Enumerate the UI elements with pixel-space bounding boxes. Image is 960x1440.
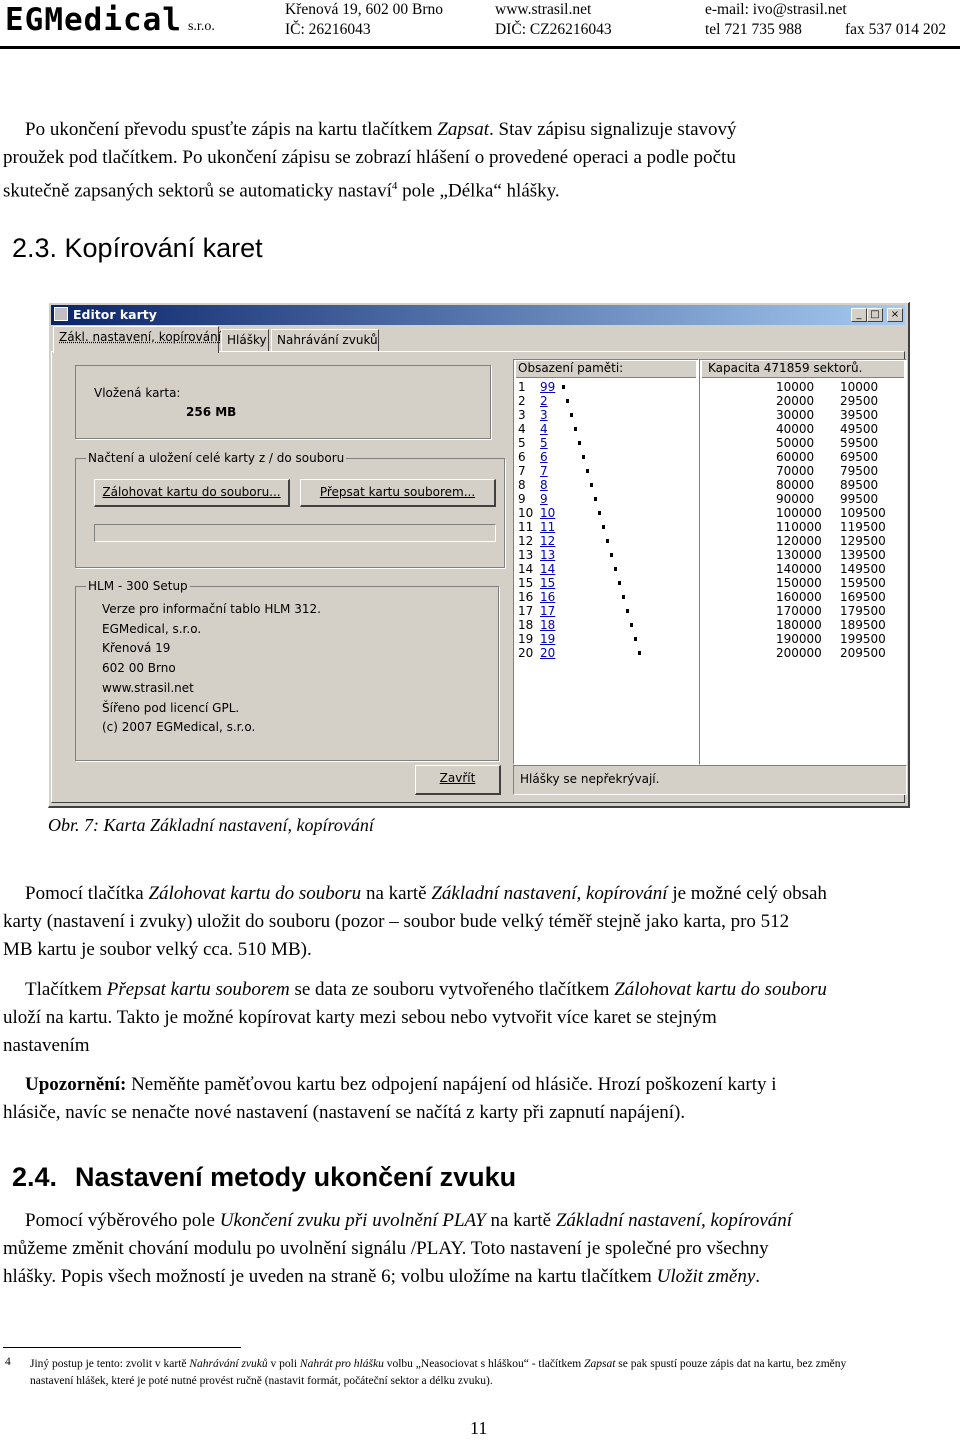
memory-message-link[interactable]: 20: [540, 646, 556, 660]
memory-message-link[interactable]: 8: [540, 478, 548, 492]
capacity-end-value: 109500: [840, 506, 886, 520]
memory-row-number: 6: [518, 450, 526, 464]
minimize-button[interactable]: _: [851, 308, 867, 322]
figure-caption: Obr. 7: Karta Základní nastavení, kopírování: [48, 815, 374, 835]
app-icon: [54, 307, 68, 321]
close-window-button[interactable]: ×: [887, 308, 903, 322]
capacity-end-value: 39500: [840, 408, 879, 422]
memory-message-link[interactable]: 7: [540, 464, 548, 478]
memory-row-number: 19: [518, 632, 534, 646]
memory-row-number: 12: [518, 534, 534, 548]
capacity-start-value: 140000: [776, 562, 822, 576]
capacity-end-value: 139500: [840, 548, 886, 562]
header-dic: DIČ: CZ26216043: [495, 21, 612, 38]
editor-window: [48, 302, 910, 808]
memory-message-link[interactable]: 15: [540, 576, 556, 590]
capacity-header: Kapacita 471859 sektorů.: [702, 361, 904, 378]
capacity-start-value: 150000: [776, 576, 822, 590]
capacity-start-value: 130000: [776, 548, 822, 562]
memory-header: Obsazení paměti:: [516, 361, 696, 378]
memory-row-number: 7: [518, 464, 526, 478]
memory-row-number: 15: [518, 576, 534, 590]
header-web: www.strasil.net: [495, 1, 592, 18]
memory-message-link[interactable]: 12: [540, 534, 556, 548]
memory-message-link[interactable]: 13: [540, 548, 556, 562]
memory-usage-mark: [598, 511, 601, 515]
memory-row-number: 2: [518, 394, 526, 408]
loaded-card-label: Vložená karta:: [94, 386, 181, 400]
capacity-end-value: 79500: [840, 464, 879, 478]
capacity-end-value: 169500: [840, 590, 886, 604]
capacity-end-value: 89500: [840, 478, 879, 492]
memory-message-link[interactable]: 9: [540, 492, 548, 506]
memory-message-link[interactable]: 14: [540, 562, 556, 576]
capacity-end-value: 189500: [840, 618, 886, 632]
header-address: Křenová 19, 602 00 Brno: [285, 1, 443, 18]
capacity-end-column: [840, 380, 886, 660]
paragraph-overwrite: Tlačítkem Přepsat kartu souborem se data ze souboru vytvořeného tlačítkem Zálohovat kartu do souboru uloží na kartu. Takto je možné kopírovat karty mezi sebou nebo vytvořit více karet se stejným nastavením: [3, 979, 827, 1056]
page-number: 11: [470, 1418, 488, 1438]
capacity-start-value: 200000: [776, 646, 822, 660]
memory-message-link[interactable]: 3: [540, 408, 548, 422]
memory-row-number: 5: [518, 436, 526, 450]
capacity-start-value: 170000: [776, 604, 822, 618]
memory-usage-mark: [634, 637, 637, 641]
capacity-end-value: 49500: [840, 422, 879, 436]
capacity-start-value: 50000: [776, 436, 815, 450]
capacity-start-value: 110000: [776, 520, 822, 534]
tab-basic-settings[interactable]: Zákl. nastavení, kopírování: [53, 326, 219, 353]
memory-message-link[interactable]: 5: [540, 436, 548, 450]
memory-usage-mark: [610, 553, 613, 557]
memory-row-number: 13: [518, 548, 534, 562]
capacity-end-value: 159500: [840, 576, 886, 590]
memory-usage-marks: [514, 360, 694, 660]
tab-sound-recording[interactable]: Nahrávání zvuků: [271, 329, 379, 351]
capacity-end-value: 10000: [840, 380, 879, 394]
header-rule: [0, 46, 960, 49]
capacity-start-value: 160000: [776, 590, 822, 604]
memory-message-link[interactable]: 10: [540, 506, 556, 520]
intro-paragraph: Po ukončení převodu spusťte zápis na kartu tlačítkem Zapsat. Stav zápisu signalizuje stavový: [25, 119, 737, 140]
capacity-end-value: 199500: [840, 632, 886, 646]
paragraph-warning: Upozornění: Neměňte paměťovou kartu bez odpojení napájení od hlásiče. Hrozí poškození karty i hlásiče, navíc se nenačte nové nastavení (nastavení se načítá z karty při zapnutí napájení).: [3, 1074, 777, 1123]
window-title: Editor karty: [73, 307, 157, 322]
header-ic: IČ: 26216043: [285, 21, 371, 38]
memory-usage-mark: [586, 469, 589, 473]
memory-usage-mark: [630, 623, 633, 627]
memory-usage-mark: [606, 539, 609, 543]
footnote-rule: [3, 1347, 241, 1348]
setup-line: Šířeno pod licencí GPL.: [102, 700, 240, 715]
memory-row-number: 20: [518, 646, 534, 660]
memory-usage-mark: [626, 609, 629, 613]
capacity-start-value: 10000: [776, 380, 815, 394]
memory-message-link[interactable]: 11: [540, 520, 556, 534]
capacity-start-value: 60000: [776, 450, 815, 464]
setup-group-label: HLM - 300 Setup: [88, 579, 188, 593]
memory-message-link[interactable]: 99: [540, 380, 556, 394]
loaded-card-value: 256 MB: [186, 405, 237, 419]
memory-row-number: 8: [518, 478, 526, 492]
setup-line: EGMedical, s.r.o.: [102, 621, 202, 636]
memory-row-number: 16: [518, 590, 534, 604]
setup-line: www.strasil.net: [102, 680, 194, 695]
backup-group: [75, 451, 505, 568]
capacity-start-value: 40000: [776, 422, 815, 436]
window-titlebar: [51, 305, 905, 325]
setup-line: (c) 2007 EGMedical, s.r.o.: [102, 720, 256, 735]
memory-usage-mark: [594, 497, 597, 501]
capacity-end-value: 69500: [840, 450, 879, 464]
section-heading-2-4: 2.4. Nastavení metody ukončení zvuku: [12, 1162, 517, 1192]
section-heading-2-3: 2.3. Kopírování karet: [12, 233, 263, 263]
memory-usage-panel: [513, 359, 699, 765]
setup-line: Verze pro informační tablo HLM 312.: [102, 602, 321, 616]
status-field: Hlášky se nepřekrývají.: [513, 765, 907, 795]
memory-message-link[interactable]: 16: [540, 590, 556, 604]
memory-message-link[interactable]: 4: [540, 422, 548, 436]
memory-usage-mark: [602, 525, 605, 529]
setup-line: Křenová 19: [102, 641, 171, 656]
overwrite-from-file-button[interactable]: Přepsat kartu souborem...: [300, 479, 496, 507]
paragraph-sound-end: Pomocí výběrového pole Ukončení zvuku při uvolnění PLAY na kartě Základní nastavení, kopírování můžeme změnit chování modulu po uvolnění signálu /PLAY. Toto nastavení je společné pro všechny hlášky. Popis všech možností je uveden na straně 6; volbu uložíme na kartu tlačítkem Uložit změny.: [3, 1210, 793, 1287]
capacity-start-value: 20000: [776, 394, 815, 408]
memory-usage-mark: [562, 385, 565, 389]
memory-usage-mark: [622, 595, 625, 599]
memory-row-number: 9: [518, 492, 526, 506]
setup-info: [102, 600, 321, 738]
capacity-end-value: 29500: [840, 394, 879, 408]
capacity-start-value: 90000: [776, 492, 815, 506]
setup-line: 602 00 Brno: [102, 661, 176, 676]
memory-row-number: 11: [518, 520, 534, 534]
capacity-end-value: 59500: [840, 436, 879, 450]
memory-usage-mark: [590, 483, 593, 487]
footnote-number: 4: [5, 1356, 11, 1368]
memory-usage-mark: [570, 413, 573, 417]
memory-message-link[interactable]: 2: [540, 394, 548, 408]
capacity-panel: [699, 359, 907, 765]
capacity-end-value: 129500: [840, 534, 886, 548]
capacity-start-value: 80000: [776, 478, 815, 492]
memory-usage-mark: [574, 427, 577, 431]
memory-message-link[interactable]: 18: [540, 618, 556, 632]
memory-message-link[interactable]: 6: [540, 450, 548, 464]
loaded-card-box: [75, 365, 491, 439]
capacity-start-value: 70000: [776, 464, 815, 478]
memory-usage-mark: [618, 581, 621, 585]
header-email: e-mail: ivo@strasil.net: [705, 1, 847, 18]
memory-usage-mark: [638, 651, 641, 655]
capacity-start-value: 190000: [776, 632, 822, 646]
memory-row-number: 18: [518, 618, 534, 632]
capacity-start-column: [776, 380, 822, 660]
intro-paragraph-cont: proužek pod tlačítkem. Po ukončení zápisu se zobrazí hlášení o provedené operaci a podle počtu skutečně zapsaných sektorů se automaticky nastaví$^4$ pole „Délka“ hlášky.: [3, 147, 736, 202]
capacity-end-value: 149500: [840, 562, 886, 576]
paragraph-backup: Pomocí tlačítka Zálohovat kartu do souboru na kartě Základní nastavení, kopírování je možné celý obsah karty (nastavení i zvuky) uložit do souboru (pozor – soubor bude velký téměř stejně jako karta, pro 512 MB kartu je soubor velký cca. 510 MB).: [3, 883, 827, 960]
memory-usage-mark: [582, 455, 585, 459]
header-tel: tel 721 735 988: [705, 21, 802, 38]
footnote-text: Jiný postup je tento: zvolit v kartě Nahrávání zvuků v poli Nahrát pro hlášku volbu „Neasociovat s hláškou“ - tlačítkem Zapsat se pak spustí pouze zápis dat na kartu, bez změny nastavení hlášek, které je poté nutné provést ručně (nastavit formát, počáteční sektor a délku zvuku).: [30, 1358, 847, 1387]
memory-row-number: 3: [518, 408, 526, 422]
memory-usage-mark: [578, 441, 581, 445]
memory-usage-mark: [566, 399, 569, 403]
capacity-start-value: 180000: [776, 618, 822, 632]
memory-message-link[interactable]: 17: [540, 604, 556, 618]
capacity-start-value: 100000: [776, 506, 822, 520]
memory-row-number: 1: [518, 380, 526, 394]
memory-usage-mark: [614, 567, 617, 571]
memory-row-number: 17: [518, 604, 534, 618]
capacity-start-value: 120000: [776, 534, 822, 548]
company-logo: EGMedical s.r.o.: [5, 2, 215, 38]
capacity-end-value: 119500: [840, 520, 886, 534]
memory-row-number: 10: [518, 506, 534, 520]
backup-to-file-button[interactable]: Zálohovat kartu do souboru...: [94, 479, 290, 507]
memory-message-link[interactable]: 19: [540, 632, 556, 646]
memory-row-number: 14: [518, 562, 534, 576]
capacity-end-value: 179500: [840, 604, 886, 618]
maximize-button[interactable]: □: [867, 308, 883, 322]
backup-group-label: Načtení a uložení celé karty z / do souboru: [88, 451, 345, 465]
memory-row-number: 4: [518, 422, 526, 436]
capacity-end-value: 99500: [840, 492, 879, 506]
setup-group: [75, 579, 499, 761]
capacity-end-value: 209500: [840, 646, 886, 660]
capacity-start-value: 30000: [776, 408, 815, 422]
tab-messages[interactable]: Hlášky: [221, 329, 269, 351]
header-fax: fax 537 014 202: [845, 21, 947, 38]
close-button[interactable]: Zavřít: [415, 765, 501, 795]
write-progress-bar: [94, 524, 496, 542]
